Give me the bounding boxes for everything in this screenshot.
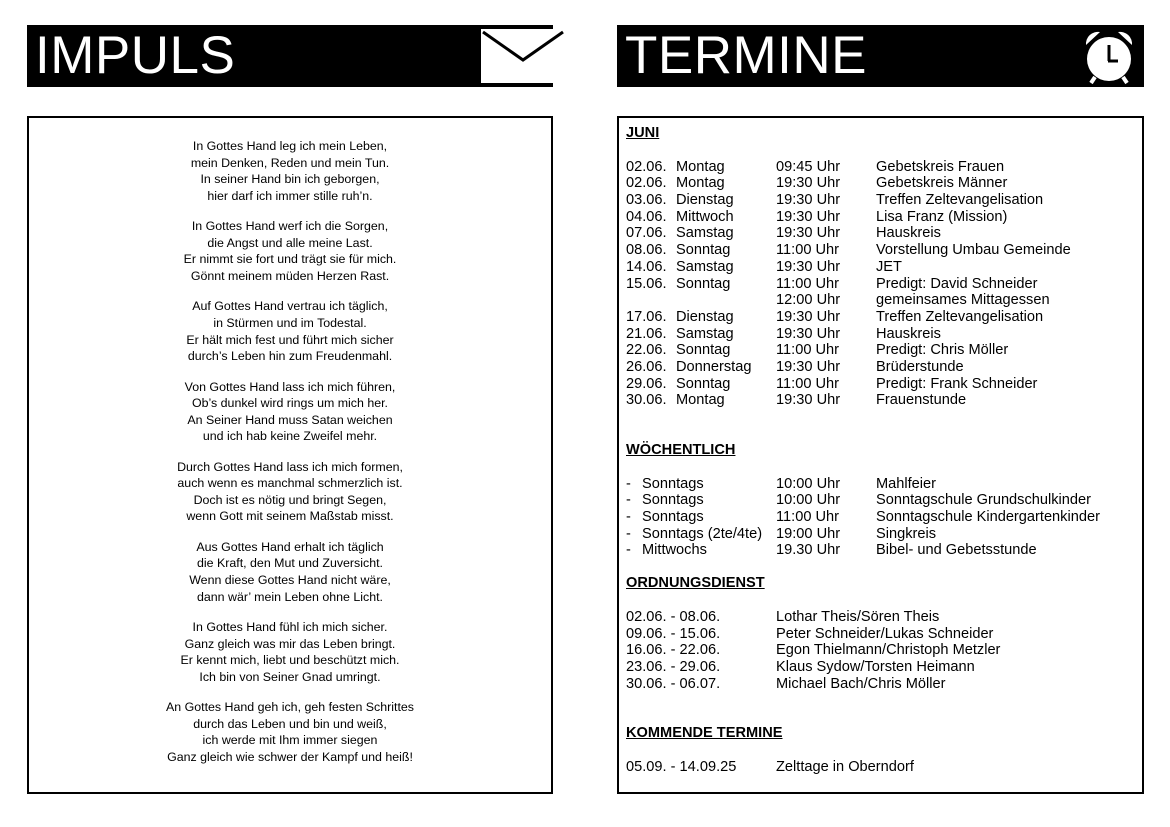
section-heading-woechentlich: WÖCHENTLICH bbox=[626, 442, 736, 459]
schedule-row bbox=[626, 159, 1136, 176]
event-date: 30.06. bbox=[626, 392, 667, 409]
event-day: Montag bbox=[676, 158, 725, 175]
event-date: 04.06. bbox=[626, 208, 667, 225]
weekly-day: Sonntags bbox=[642, 509, 704, 526]
event-title: Predigt: Frank Schneider bbox=[876, 375, 1038, 392]
poem-line: Er kennt mich, liebt und beschützt mich. bbox=[180, 653, 400, 668]
poem-line: mein Denken, Reden und mein Tun. bbox=[190, 155, 390, 170]
event-title: Gebetskreis Männer bbox=[876, 175, 1008, 192]
alarm-clock-icon bbox=[1080, 27, 1138, 85]
upcoming-list bbox=[626, 759, 1136, 776]
weekly-event: Bibel- und Gebetsstunde bbox=[876, 542, 1037, 559]
event-date: 15.06. bbox=[626, 275, 667, 292]
schedule-row bbox=[626, 342, 1136, 359]
schedule-row bbox=[626, 392, 1136, 409]
weekly-row bbox=[626, 526, 1136, 543]
event-title: Predigt: Chris Möller bbox=[876, 342, 1009, 359]
poem-line: wenn Gott mit seinem Maßstab misst. bbox=[186, 509, 394, 524]
event-day: Montag bbox=[676, 175, 725, 192]
duty-row bbox=[626, 659, 1136, 676]
poem-line: In Gottes Hand leg ich mein Leben, bbox=[192, 139, 388, 153]
poem-stanza bbox=[29, 298, 551, 364]
event-title: Hauskreis bbox=[876, 325, 941, 342]
poem-line: Aus Gottes Hand erhalt ich täglich bbox=[196, 539, 384, 554]
poem-line: in Stürmen und im Todestal. bbox=[213, 315, 367, 330]
weekly-day: Mittwochs bbox=[642, 542, 707, 559]
event-time: 11:00 Uhr bbox=[776, 375, 840, 392]
schedule-row bbox=[626, 376, 1136, 393]
schedule-row bbox=[626, 209, 1136, 226]
event-day: Samstag bbox=[676, 325, 734, 342]
event-time: 19:30 Uhr bbox=[776, 308, 841, 325]
poem-line: Durch Gottes Hand lass ich mich formen, bbox=[177, 459, 403, 474]
weekly-day: Sonntags bbox=[642, 492, 704, 509]
event-time: 19:30 Uhr bbox=[776, 208, 841, 225]
schedule-row bbox=[626, 225, 1136, 242]
schedule-row bbox=[626, 242, 1136, 259]
event-title: Treffen Zeltevangelisation bbox=[876, 308, 1044, 325]
event-date: 14.06. bbox=[626, 258, 667, 275]
poem-line: In Gottes Hand werf ich die Sorgen, bbox=[191, 219, 389, 234]
poem-stanza bbox=[29, 459, 551, 525]
duty-names: Michael Bach/Chris Möller bbox=[776, 675, 946, 692]
juni-list bbox=[626, 159, 1136, 409]
poem-stanza bbox=[29, 619, 551, 685]
poem-line: Ob’s dunkel wird rings um mich her. bbox=[191, 396, 389, 411]
event-title: Predigt: David Schneider bbox=[876, 275, 1038, 292]
duty-row bbox=[626, 626, 1136, 643]
event-day: Samstag bbox=[676, 258, 734, 275]
event-date: 29.06. bbox=[626, 375, 667, 392]
poem-line: Gönnt meinem müden Herzen Rast. bbox=[190, 268, 390, 283]
event-date: 02.06. bbox=[626, 175, 667, 192]
poem-line: An Seiner Hand muss Satan weichen bbox=[187, 412, 393, 427]
event-time: 19:30 Uhr bbox=[776, 175, 841, 192]
event-date: 22.06. bbox=[626, 342, 667, 359]
event-time: 11:00 Uhr bbox=[776, 242, 840, 259]
poem-line: Wenn diese Gottes Hand nicht wäre, bbox=[189, 573, 391, 588]
section-heading-kommende: KOMMENDE TERMINE bbox=[626, 725, 783, 742]
duty-names: Egon Thielmann/Christoph Metzler bbox=[776, 642, 1001, 659]
schedule-row bbox=[626, 276, 1136, 293]
bullet-dash: - bbox=[626, 475, 631, 492]
weekly-day: Sonntags (2te/4te) bbox=[642, 525, 763, 542]
bullet-dash: - bbox=[626, 542, 631, 559]
event-time: 19:30 Uhr bbox=[776, 392, 841, 409]
weekly-event: Sonntagschule Kindergartenkinder bbox=[876, 509, 1100, 526]
bullet-dash: - bbox=[626, 525, 631, 542]
upcoming-range: 05.09. - 14.09.25 bbox=[626, 759, 737, 775]
poem-line: die Angst und alle meine Last. bbox=[207, 235, 373, 250]
weekly-time: 11:00 Uhr bbox=[776, 509, 840, 526]
schedule-row bbox=[626, 359, 1136, 376]
upcoming-event: Zelttage in Oberndorf bbox=[776, 759, 914, 775]
poem-line: In seiner Hand bin ich geborgen, bbox=[200, 172, 380, 187]
poem-line: durch das Leben und bin und weiß, bbox=[193, 716, 387, 731]
duty-row bbox=[626, 609, 1136, 626]
event-date: 08.06. bbox=[626, 242, 667, 259]
termine-banner bbox=[617, 25, 1144, 87]
event-time: 09:45 Uhr bbox=[776, 158, 841, 175]
section-heading-juni: JUNI bbox=[626, 125, 660, 141]
duty-row bbox=[626, 676, 1136, 693]
bullet-dash: - bbox=[626, 509, 631, 526]
duty-range: 30.06. - 06.07. bbox=[626, 675, 721, 692]
event-date: 26.06. bbox=[626, 358, 667, 375]
poem-line: dann wär’ mein Leben ohne Licht. bbox=[197, 589, 383, 604]
weekly-row bbox=[626, 542, 1136, 559]
event-date: 21.06. bbox=[626, 325, 667, 342]
schedule-row bbox=[626, 309, 1136, 326]
event-day: Samstag bbox=[676, 225, 734, 242]
duty-list bbox=[626, 609, 1136, 692]
poem-line: In Gottes Hand fühl ich mich sicher. bbox=[192, 620, 388, 635]
weekly-event: Sonntagschule Grundschulkinder bbox=[876, 492, 1091, 509]
event-title: Hauskreis bbox=[876, 225, 941, 242]
event-time: 19:30 Uhr bbox=[776, 358, 841, 375]
schedule-row bbox=[626, 259, 1136, 276]
upcoming-row bbox=[626, 759, 1136, 776]
event-time: 19:30 Uhr bbox=[776, 192, 841, 209]
event-day: Dienstag bbox=[676, 308, 734, 325]
schedule-row bbox=[626, 192, 1136, 209]
event-day: Mittwoch bbox=[676, 208, 734, 225]
weekly-time: 10:00 Uhr bbox=[776, 492, 841, 509]
event-time: 11:00 Uhr bbox=[776, 275, 840, 292]
event-day: Sonntag bbox=[676, 242, 731, 259]
event-date: 17.06. bbox=[626, 308, 667, 325]
poem-line: durch’s Leben hin zum Freudenmahl. bbox=[187, 349, 393, 364]
section-heading-ordnungsdienst: ORDNUNGSDIENST bbox=[626, 575, 765, 592]
weekly-time: 19:00 Uhr bbox=[776, 525, 841, 542]
poem-line: Ich bin von Seiner Gnad umringt. bbox=[199, 669, 381, 684]
event-time: 11:00 Uhr bbox=[776, 342, 840, 359]
event-day: Montag bbox=[676, 392, 725, 409]
poem-line: ich werde mit Ihm immer siegen bbox=[202, 733, 378, 748]
poem-line: Auf Gottes Hand vertrau ich täglich, bbox=[192, 299, 388, 314]
weekly-event: Singkreis bbox=[876, 525, 937, 542]
event-time: 12:00 Uhr bbox=[776, 292, 841, 309]
envelope-icon bbox=[481, 29, 565, 83]
event-date: 07.06. bbox=[626, 225, 667, 242]
termine-title: TERMINE bbox=[625, 26, 867, 85]
poem-stanza bbox=[29, 699, 551, 765]
event-time: 19:30 Uhr bbox=[776, 258, 841, 275]
termine-panel bbox=[617, 116, 1144, 794]
poem-line: Doch ist es nötig und bringt Segen, bbox=[193, 492, 387, 507]
event-time: 19:30 Uhr bbox=[776, 325, 841, 342]
poem-line: und ich hab keine Zweifel mehr. bbox=[202, 429, 378, 444]
event-day: Sonntag bbox=[676, 275, 731, 292]
poem-line: Er hält mich fest und führt mich sicher bbox=[186, 332, 394, 347]
event-title: Brüderstunde bbox=[876, 358, 964, 375]
poem-line: hier darf ich immer stille ruh’n. bbox=[207, 188, 373, 203]
poem-line: auch wenn es manchmal schmerzlich ist. bbox=[177, 476, 403, 491]
poem-stanza bbox=[29, 138, 551, 204]
duty-names: Lothar Theis/Sören Theis bbox=[776, 608, 940, 625]
event-title: Gebetskreis Frauen bbox=[876, 158, 1005, 175]
poem-line: Er nimmt sie fort und trägt sie für mich. bbox=[183, 252, 397, 267]
duty-names: Peter Schneider/Lukas Schneider bbox=[776, 625, 994, 642]
duty-range: 02.06. - 08.06. bbox=[626, 608, 721, 625]
event-title: Vorstellung Umbau Gemeinde bbox=[876, 242, 1071, 259]
event-time: 19:30 Uhr bbox=[776, 225, 841, 242]
event-day: Donnerstag bbox=[676, 358, 752, 375]
schedule-row bbox=[626, 175, 1136, 192]
duty-range: 09.06. - 15.06. bbox=[626, 625, 721, 642]
weekly-row bbox=[626, 476, 1136, 493]
event-title: Treffen Zeltevangelisation bbox=[876, 192, 1044, 209]
weekly-time: 19.30 Uhr bbox=[776, 542, 841, 559]
poem-line: Ganz gleich wie schwer der Kampf und heiß! bbox=[167, 749, 413, 764]
duty-range: 23.06. - 29.06. bbox=[626, 658, 721, 675]
schedule-row bbox=[626, 292, 1136, 309]
impuls-banner bbox=[27, 25, 553, 87]
weekly-event: Mahlfeier bbox=[876, 475, 937, 492]
duty-row bbox=[626, 642, 1136, 659]
poem-stanza bbox=[29, 218, 551, 284]
poem-stanza bbox=[29, 379, 551, 445]
schedule-row bbox=[626, 326, 1136, 343]
event-day: Sonntag bbox=[676, 375, 731, 392]
event-title: JET bbox=[876, 258, 902, 275]
duty-range: 16.06. - 22.06. bbox=[626, 642, 721, 659]
poem-line: Ganz gleich was mir das Leben bringt. bbox=[184, 636, 396, 651]
weekly-day: Sonntags bbox=[642, 475, 704, 492]
event-date: 02.06. bbox=[626, 158, 667, 175]
event-day: Sonntag bbox=[676, 342, 731, 359]
event-title: gemeinsames Mittagessen bbox=[876, 292, 1050, 309]
poem-line: An Gottes Hand geh ich, geh festen Schrittes bbox=[166, 700, 414, 715]
event-title: Lisa Franz (Mission) bbox=[876, 208, 1008, 225]
event-date: 03.06. bbox=[626, 192, 667, 209]
duty-names: Klaus Sydow/Torsten Heimann bbox=[776, 658, 975, 675]
weekly-row bbox=[626, 509, 1136, 526]
event-day: Dienstag bbox=[676, 192, 734, 209]
bullet-dash: - bbox=[626, 492, 631, 509]
weekly-list bbox=[626, 476, 1136, 559]
poem-line: die Kraft, den Mut und Zuversicht. bbox=[197, 556, 383, 571]
poem bbox=[29, 138, 551, 779]
event-title: Frauenstunde bbox=[876, 392, 967, 409]
impuls-title: IMPULS bbox=[35, 26, 236, 85]
poem-stanza bbox=[29, 539, 551, 605]
poem-line: Von Gottes Hand lass ich mich führen, bbox=[184, 379, 396, 394]
schedule bbox=[626, 125, 1136, 776]
impuls-panel bbox=[27, 116, 553, 794]
weekly-time: 10:00 Uhr bbox=[776, 475, 841, 492]
weekly-row bbox=[626, 492, 1136, 509]
